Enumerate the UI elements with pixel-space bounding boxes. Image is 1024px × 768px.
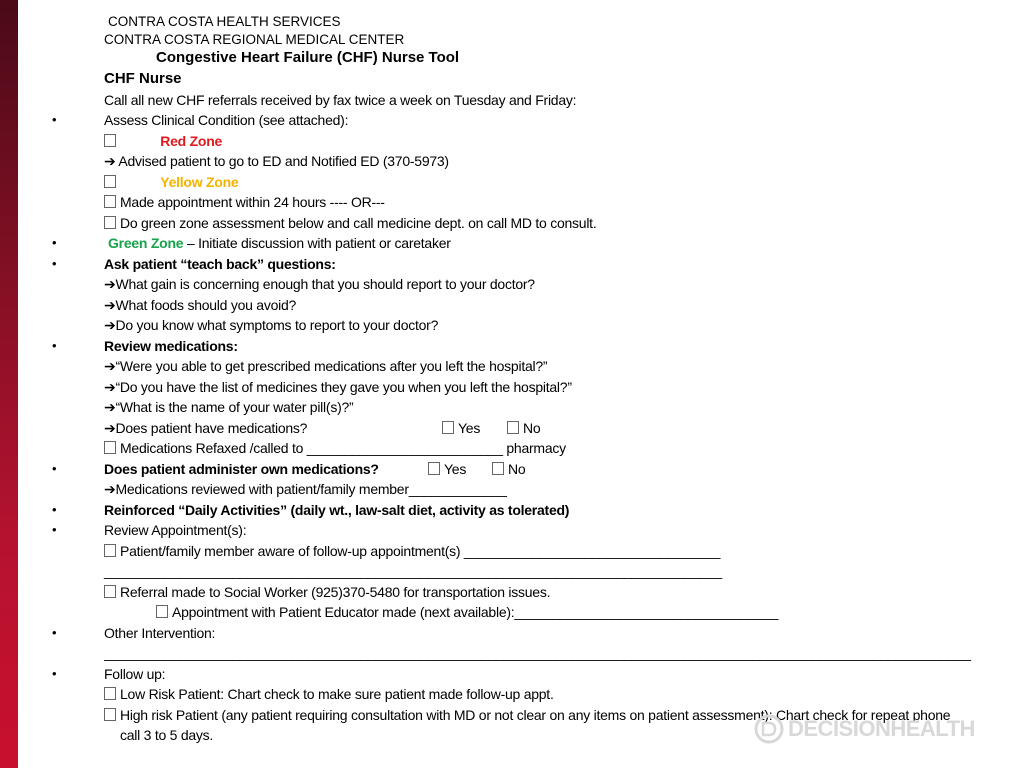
red-zone-checkbox[interactable] [104, 134, 116, 147]
green-assess-checkbox[interactable] [104, 216, 116, 229]
self-admin-heading: Does patient administer own medications? [104, 461, 379, 477]
review-appointments-heading: Review Appointment(s): [104, 522, 247, 538]
yellow-zone-checkbox[interactable] [104, 175, 116, 188]
decisionhealth-watermark [754, 712, 986, 746]
green-zone-row [108, 234, 451, 252]
educator-checkbox[interactable] [156, 605, 168, 618]
bullet: • [52, 112, 57, 127]
self-admin-no-option [492, 460, 525, 478]
yes-label: Yes [444, 461, 467, 477]
bullet: • [52, 338, 57, 353]
meds-question [104, 419, 307, 437]
appointment-checkbox[interactable] [104, 195, 116, 208]
teach-back-question [104, 275, 535, 293]
arrow-icon: ➔ [104, 399, 116, 415]
aware-appointment-line: __________________________________________________________________________________ [104, 563, 722, 579]
has-meds-no-checkbox[interactable] [507, 421, 519, 434]
yellow-option-green-assess [104, 214, 596, 232]
aware-appointment-row [104, 542, 720, 560]
arrow-icon: ➔ [104, 358, 116, 374]
question-text: Does patient have medications? [115, 420, 308, 436]
has-meds-yes-checkbox[interactable] [442, 421, 454, 434]
document-subtitle: CHF Nurse [104, 70, 182, 87]
high-risk-checkbox[interactable] [104, 708, 116, 721]
green-assess-option-text: Do green zone assessment below and call medicine dept. on call MD to consult. [120, 215, 597, 231]
bullet: • [52, 666, 57, 681]
refax-checkbox[interactable] [104, 441, 116, 454]
bullet: • [52, 522, 57, 537]
social-worker-checkbox[interactable] [104, 585, 116, 598]
bullet: • [52, 461, 57, 476]
bullet: • [52, 235, 57, 250]
yellow-option-appointment [104, 193, 385, 211]
self-admin-yes-option [428, 460, 466, 478]
bullet: • [52, 625, 57, 640]
arrow-icon: ➔ [104, 379, 116, 395]
low-risk-row [104, 685, 554, 703]
low-risk-checkbox[interactable] [104, 687, 116, 700]
arrow-icon: ➔ [104, 420, 116, 436]
yes-label: Yes [458, 420, 481, 436]
aware-appointment-text: Patient/family member aware of follow-up appointment(s) __________________________________ [120, 543, 721, 559]
teach-back-question [104, 316, 438, 334]
green-zone-text: – Initiate discussion with patient or caretaker [186, 235, 451, 251]
arrow-icon: ➔ [104, 317, 116, 333]
question-text: “What is the name of your water pill(s)?” [115, 399, 354, 415]
meds-reviewed-text: Medications reviewed with patient/family member_____________ [115, 481, 507, 497]
red-sidebar-stripe [0, 0, 18, 768]
arrow-icon: ➔ [104, 297, 116, 313]
review-meds-heading: Review medications: [104, 338, 238, 354]
green-zone-label: Green Zone [108, 235, 184, 251]
meds-question [104, 378, 572, 396]
self-admin-no-checkbox[interactable] [492, 462, 504, 475]
educator-text: Appointment with Patient Educator made (next available):___________________________________ [172, 604, 779, 620]
decisionhealth-logo-icon [754, 714, 784, 744]
red-zone-label: Red Zone [160, 133, 223, 149]
meds-question [104, 398, 353, 416]
high-risk-text: High risk Patient (any patient requiring consultation with MD or not clear on any items on patient assessment): Chart check for repeat phone [120, 707, 951, 723]
refax-text: Medications Refaxed /called to __________________________ pharmacy [120, 440, 566, 456]
follow-up-heading: Follow up: [104, 666, 166, 682]
arrow-icon: ➔ [104, 481, 116, 497]
bullet: • [52, 256, 57, 271]
red-zone-row [104, 132, 222, 150]
other-intervention-heading: Other Intervention: [104, 625, 216, 641]
meds-reviewed-row [104, 480, 507, 498]
org-name-health-services: CONTRA COSTA HEALTH SERVICES [108, 14, 341, 29]
social-worker-text: Referral made to Social Worker (925)370-5480 for transportation issues. [120, 584, 551, 600]
watermark-text: DECISIONHEALTH [788, 716, 975, 741]
low-risk-text: Low Risk Patient: Chart check to make sure patient made follow-up appt. [120, 686, 554, 702]
yellow-zone-row [104, 173, 238, 191]
no-label: No [523, 420, 541, 436]
self-admin-yes-checkbox[interactable] [428, 462, 440, 475]
refax-row [104, 439, 566, 457]
intro-text: Call all new CHF referrals received by fax twice a week on Tuesday and Friday: [104, 92, 577, 108]
aware-appointment-checkbox[interactable] [104, 544, 116, 557]
question-text: Do you know what symptoms to report to your doctor? [115, 317, 439, 333]
educator-row [156, 603, 778, 621]
has-meds-no-option [507, 419, 540, 437]
question-text: “Were you able to get prescribed medications after you left the hospital?” [115, 358, 548, 374]
other-intervention-line: ___________________________________________________________________________________________________________________ [104, 645, 971, 661]
bullet: • [52, 502, 57, 517]
daily-activities-text: Reinforced “Daily Activities” (daily wt., law-salt diet, activity as tolerated) [104, 502, 570, 518]
has-meds-yes-option [442, 419, 480, 437]
yellow-zone-label: Yellow Zone [160, 174, 239, 190]
meds-question [104, 357, 547, 375]
question-text: What foods should you avoid? [115, 297, 297, 313]
arrow-icon: ➔ [104, 153, 116, 169]
social-worker-row [104, 583, 550, 601]
teach-back-heading: Ask patient “teach back” questions: [104, 256, 336, 272]
no-label: No [508, 461, 526, 477]
red-zone-action: Advised patient to go to ED and Notified ED (370-5973) [118, 153, 449, 169]
appointment-option-text: Made appointment within 24 hours ---- OR--- [120, 194, 385, 210]
question-text: What gain is concerning enough that you should report to your doctor? [115, 276, 535, 292]
arrow-icon: ➔ [104, 276, 116, 292]
teach-back-question [104, 296, 296, 314]
question-text: “Do you have the list of medicines they gave you when you left the hospital?” [115, 379, 572, 395]
org-name-medical-center: CONTRA COSTA REGIONAL MEDICAL CENTER [104, 32, 405, 47]
high-risk-text-continued: call 3 to 5 days. [120, 727, 214, 743]
red-zone-action-row [104, 152, 449, 170]
document-title: Congestive Heart Failure (CHF) Nurse Tool [156, 49, 460, 66]
assess-text: Assess Clinical Condition (see attached): [104, 112, 349, 128]
